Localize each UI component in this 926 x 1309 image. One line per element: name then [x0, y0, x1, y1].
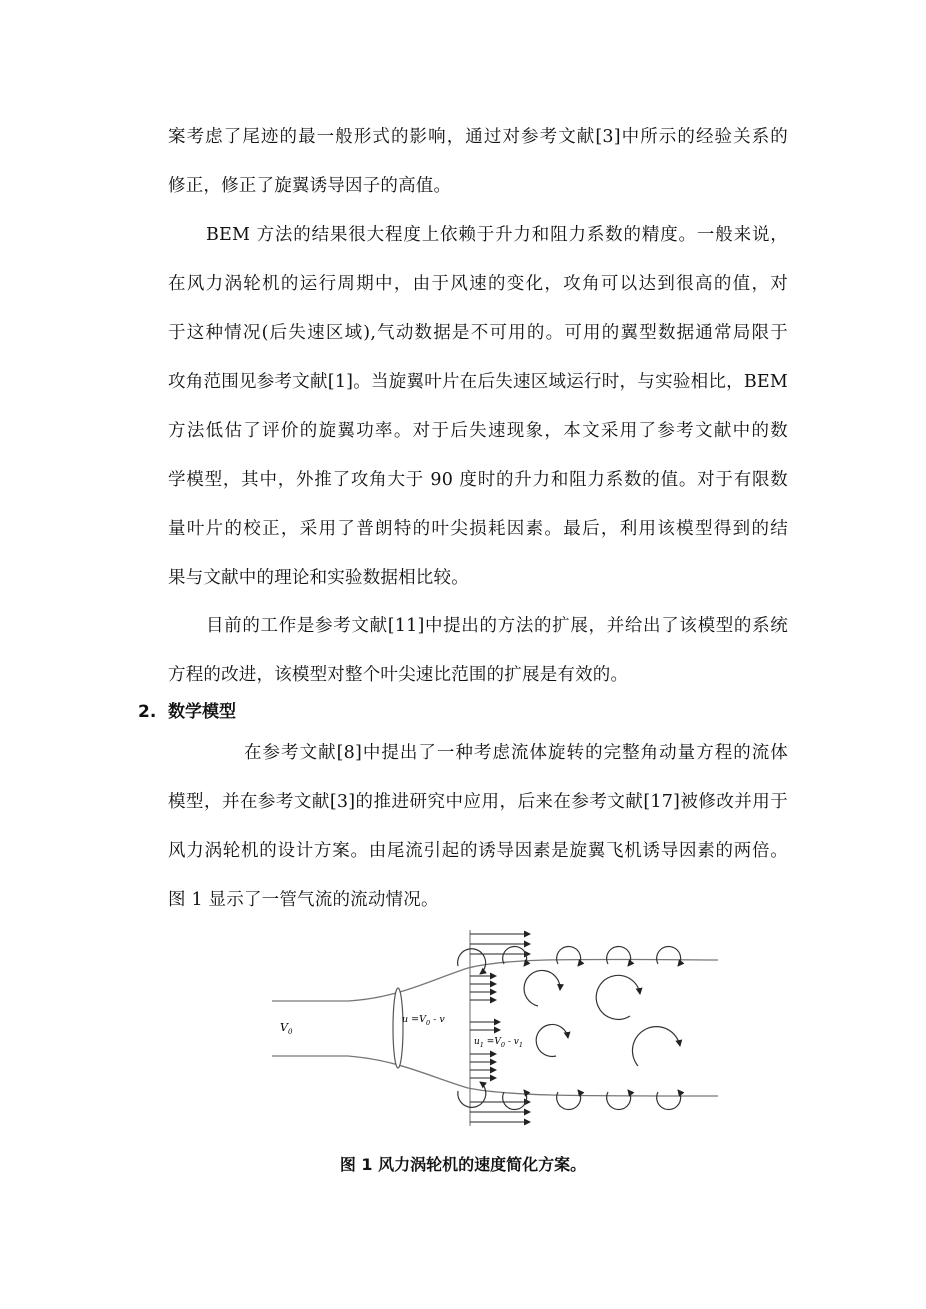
text-line: 目前的工作是参考文献[11]中提出的方法的扩展，并给出了该模型的系统: [206, 616, 788, 636]
section-number: 2.: [138, 702, 157, 722]
section-heading: [138, 700, 236, 724]
text-line: 在风力涡轮机的运行周期中，由于风速的变化，攻角可以达到很高的值，对: [168, 274, 788, 294]
label-v0: $V_0$: [280, 1021, 293, 1036]
text-line: 学模型，其中，外推了攻角大于 90 度时的升力和阻力系数的值。对于有限数: [168, 470, 788, 490]
text-line: 方法低估了评价的旋翼功率。对于后失速现象，本文采用了参考文献中的数: [168, 421, 788, 441]
figure-caption: 图 1 风力涡轮机的速度简化方案。: [339, 1155, 587, 1174]
text-line: 量叶片的校正，采用了普朗特的叶尖损耗因素。最后，利用该模型得到的结: [168, 519, 788, 539]
text-line: BEM 方法的结果很大程度上依赖于升力和阻力系数的精度。一般来说，: [206, 225, 788, 245]
text-line: 图 1 显示了一管气流的流动情况。: [168, 890, 439, 910]
text-line: 修正，修正了旋翼诱导因子的高值。: [168, 176, 452, 196]
section-title: 数学模型: [168, 702, 236, 722]
streamtube-upper: [272, 959, 718, 1001]
text-line: 风力涡轮机的设计方案。由尾流引起的诱导因素是旋翼飞机诱导因素的两倍。: [168, 841, 788, 861]
label-wake-velocity: $u_1 =V_0 - v_1$: [474, 1037, 523, 1049]
text-line: 模型，并在参考文献[3]的推进研究中应用，后来在参考文献[17]被修改并用于: [168, 792, 788, 812]
text-line: 在参考文献[8]中提出了一种考虑流体旋转的完整角动量方程的流体: [244, 743, 788, 763]
rotor-blade: [393, 988, 403, 1068]
text-line: 攻角范围见参考文献[1]。当旋翼叶片在后失速区域运行时，与实验相比，BEM: [168, 372, 788, 392]
label-rotor-velocity: $u =V_0 - v$: [402, 1014, 445, 1027]
text-line: 案考虑了尾迹的最一般形式的影响，通过对参考文献[3]中所示的经验关系的: [168, 127, 788, 147]
wake-vortices: [458, 946, 681, 1109]
text-line: 于这种情况(后失速区域),气动数据是不可用的。可用的翼型数据通常局限于: [168, 323, 788, 343]
wind-turbine-flow-diagram: [268, 926, 724, 1130]
text-line: 果与文献中的理论和实验数据相比较。: [168, 568, 469, 588]
text-line: 方程的改进，该模型对整个叶尖速比范围的扩展是有效的。: [168, 665, 629, 685]
